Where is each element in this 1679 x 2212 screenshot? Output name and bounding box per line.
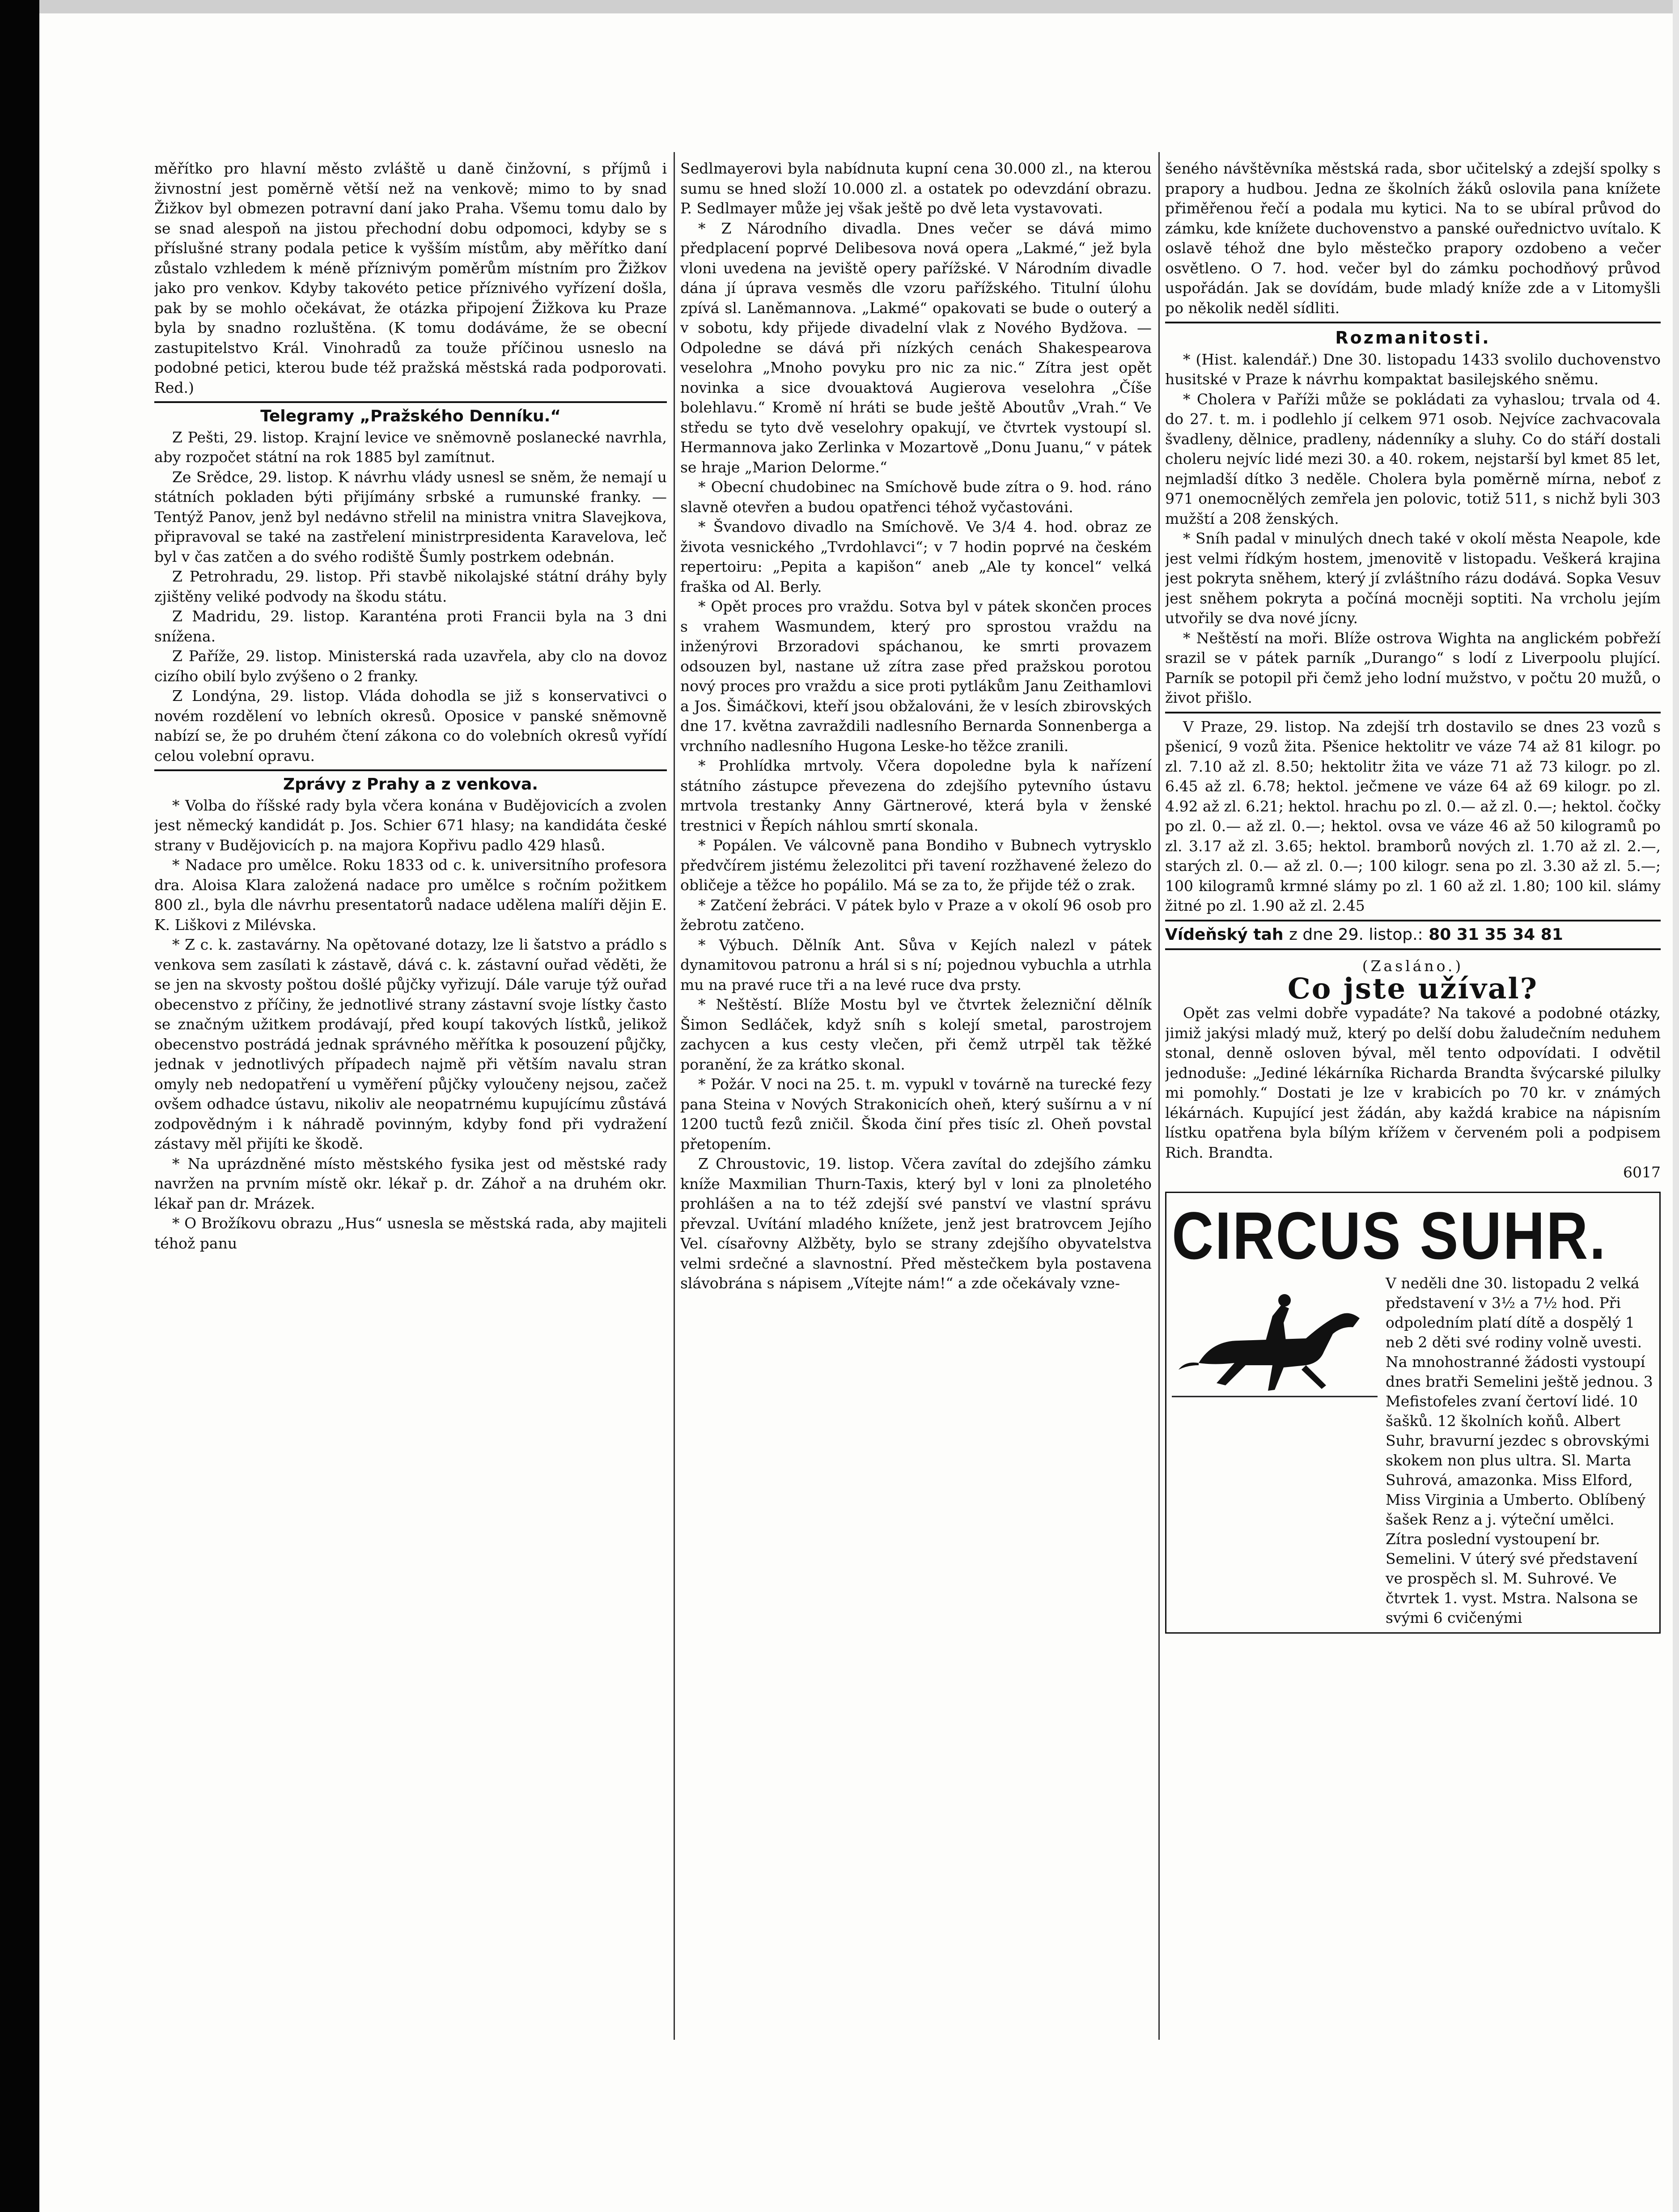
circus-text: V neděli dne 30. listopadu 2 velká představení v 3½ a 7½ hod. Při odpoledním platí dítě a dospělý 1 neb 2 děti své rodiny volně uvesti. Na mnohostranné žádosti vystoupí dnes bratři Semelini ještě jednou. 3 Mefistofeles zvaní čertoví lidé. 10 šašků. 12 školních koňů. Albert Suhr, bravurní jezdec s obrovskými skokem non plus ultra. Sl. Marta Suhrová, amazonka. Miss Elford, Miss Virginia a Umberto. Oblíbený šašek Renz a j. výteční umělci. Zítra poslední vystoupení br. Semelini. V úterý své představení ve prospěch sl. M. Suhrové. Ve čtvrtek 1. vyst. Mstra. Nalsona se svými 6 cvičenými xyxy=(1386,1274,1653,1626)
news-item: * Na uprázdněné místo městského fysika jest od městské rady navržen na prvním místě okr. lékař p. dr. Záhoř a na druhém okr. lékař pan dr. Mrázek. xyxy=(154,1155,667,1212)
scan-top-edge xyxy=(0,0,1679,13)
news-item: Z Chroustovic, 19. listop. Včera zavítal do zdejšího zámku kníže Maxmilian Thurn-Taxis, který byl v loni za plnoletého prohlášen a na to též zdejší své panství ve vlastní správu převzal. Uvítání mladého knížete, jenž jest bratrovcem Jejího Vel. císařovny Alžběty, bylo se strany zdejšího obyvatelstva velmi srdečné a slavnostní. Před městečkem byla postavena slávobrána s nápisem „Vítejte nám!“ a zde očekávaly vzne- xyxy=(680,1155,1152,1292)
news-heading: Zprávy z Prahy a z venkova. xyxy=(283,775,538,794)
section-rule xyxy=(154,401,667,403)
news-item: Sedlmayerovi byla nabídnuta kupní cena 30.000 zl., na kterou sumu se hned složí 10.000 zl. a ostatek po odevzdání obrazu. P. Sedlmayer může jej však ještě po dvě leta vystavovati. xyxy=(680,160,1152,217)
circus-advert xyxy=(1165,1192,1661,1634)
news-item: * Opět proces pro vraždu. Sotva byl v pátek skončen proces s vrahem Wasmundem, který pro sprostou vraždu na inženýrovi Brzoradovi spáchanou, ke smrti provazem odsouzen byl, nastane už zítra zase před pražskou porotou nový proces pro vraždu a sice proti pytlákům Janu Zeithamlovi a Jos. Šimáčkovi, kteří jsou obžalováni, že v lesích zbirovských dne 17. května zavraždili nadlesního Bernarda Sonnenberga a vrchního nadlesního Hugona Leske-ho těžce zranili. xyxy=(680,598,1152,755)
scan-right-edge xyxy=(1673,0,1679,2212)
lottery-numbers: 80 31 35 34 81 xyxy=(1429,925,1563,944)
news-item: * Zatčení žebráci. V pátek bylo v Praze a v okolí 96 osob pro žebrotu zatčeno. xyxy=(680,896,1152,934)
miscellany-item: * Neštěstí na moři. Blíže ostrova Wighta na anglickém pobřeží srazil se v pátek parník „Durango“ s lodí z Liverpoolu plující. Parník se potopil při čemž jeho lodní mužstvo, v počtu 20 mužů, o život přišlo. xyxy=(1165,629,1661,706)
sent-in-label: (Zasláno.) xyxy=(1362,957,1464,975)
scan-left-edge xyxy=(0,0,39,2212)
lottery-date: z dne 29. listop.: xyxy=(1289,925,1423,944)
telegram-item: Z Londýna, 29. listop. Vláda dohodla se již s konservativci o novém rozdělení vo lebních okresů. Oposice v panské sněmovně nabízí se, že po druhém čtení zákona co do volebních okresů vyřídí celou volební opravu. xyxy=(154,687,667,764)
circus-title: CIRCUS SUHR. xyxy=(1172,1197,1607,1273)
column-divider xyxy=(1158,152,1160,2040)
miscellany-heading: Rozmanitosti. xyxy=(1335,328,1491,348)
news-item: * Švandovo divadlo na Smíchově. Ve 3/4 4. hod. obraz ze života vesnického „Tvrdohlavci“; v 7 hodin poprvé na českém repertoiru: „Pepita a kapišon“ aneb „Ale ty koncel“ velká fraška od Al. Berly. xyxy=(680,518,1152,595)
lottery-label: Vídeňský tah xyxy=(1165,925,1284,944)
news-item: šeného návštěvníka městská rada, sbor učitelský a zdejší spolky s prapory a hudbou. Jedna ze školních žáků oslovila pana knížete přiměřenou řečí a podala mu kytici. Na to se ubíral průvod do zámku, kde knížete duchovenstvo a panské ouřednictvo uvítalo. K oslavě téhož dne bylo městečko prapory ozdobeno a večer osvětleno. O 7. hod. večer byl do zámku pochodňový průvod uspořádán. Jak se dovídám, bude mladý kníže zde a v Litomyšli po několik neděl sídliti. xyxy=(1165,160,1661,317)
ad-text: Opět zas velmi dobře vypadáte? Na takové a podobné otázky, jimiž jakýsi mladý muž, který po delší dobu žaludečním neduhem stonal, denně osloven býval, měl tento odpovídati. I odvětil jednoduše: „Jediné lékárníka Richarda Brandta švýcarské pilulky mi pomohly.“ Dostati je lze v krabicích po 70 kr. v známých lékárnách. Kupující jest žádán, aby každá krabice na nápisním lístku opatřena byla bílým křížem v červeném poli a podpisem Rich. Brandta. xyxy=(1165,1004,1661,1161)
news-item: * O Brožíkovu obrazu „Hus“ usnesla se městská rada, aby majiteli téhož panu xyxy=(154,1214,667,1252)
section-rule xyxy=(1165,712,1661,713)
telegram-item: Z Paříže, 29. listop. Ministerská rada uzavřela, aby clo na dovoz cizího obilí bylo zvýšeno o 2 franky. xyxy=(154,647,667,685)
column-2 xyxy=(680,159,1152,2035)
section-rule xyxy=(154,769,667,771)
telegram-item: Z Madridu, 29. listop. Karanténa proti Francii byla na 3 dni snížena. xyxy=(154,607,667,645)
miscellany-item: * Cholera v Paříži může se pokládati za vyhaslou; trvala od 4. do 27. t. m. i podlehlo jí celkem 971 osob. Nejvíce zachvacovala švadleny, dělnice, pradleny, nádenníky a sluhy. Co do stáří dostali choleru nejvíc lidé mezi 30. a 40. rokem, nejstarší byl kmet 85 let, nejmladší dítko 3 neděle. Cholera byla poměrně mírna, neboť z 971 onemocnělých zemřela jen polovic, totiž 511, s nichž byli 303 mužští a 208 ženských. xyxy=(1165,390,1661,527)
article-continuation: měřítko pro hlavní město zvláště u daně činžovní, s příjmů i živnostní jest poměrně větší než na venkově; mimo to by snad Žižkov byl obmezen potravní daní jako Praha. Všemu tomu dalo by se snad alespoň na jistou přechodní dobu odpomoci, kdyby se s příslušné strany podala petice k vyšším místům, aby měřítko daní zůstalo vzhledem k méně příznivým poměrům místním pro Žižkov jako pro venkov. Kdyby takovéto petice příznivého vyřízení došla, pak by se mohlo očekávat, že otázka připojení Žižkova ku Praze byla by snadno rozluštěna. (K tomu dodáváme, že se obecní zastupitelstvo Král. Vinohradů za touže příčinou usneslo na podobné petici, kterou bude též pražská městská rada podporovati. Red.) xyxy=(154,160,667,396)
miscellany-item: * Sníh padal v minulých dnech také v okolí města Neapole, kde jest velmi řídkým hostem, jmenovitě v listopadu. Veškerá krajina jest pokryta sněhem, který jí zvláštního rázu dodává. Sopka Vesuv jest sněhem pokryta a počíná mocněji soptiti. Na vrcholu jejím utvořily se dva nové jícny. xyxy=(1165,530,1661,627)
column-1 xyxy=(154,159,667,2035)
news-item: * Nadace pro umělce. Roku 1833 od c. k. universitního profesora dra. Aloisa Klara založená nadace pro umělce s ročním požitkem 800 zl., byla dle návrhu presentatorů nadace udělena malíři dějin E. K. Liškovi z Milévska. xyxy=(154,856,667,934)
news-item: * Prohlídka mrtvoly. Včera dopoledne byla k nařízení státního zástupce převezena do zdejšího pytevního ústavu mrtvola trestanky Anny Gärtnerové, která byla v ženské trestnici v Řepích náhlou smrtí skonala. xyxy=(680,757,1152,834)
news-item: * Obecní chudobinec na Smíchově bude zítra o 9. hod. ráno slavně otevřen a budou opatřenci téhož vyčastováni. xyxy=(680,478,1152,516)
telegrams-heading: Telegramy „Pražského Denníku.“ xyxy=(260,407,561,425)
column-3 xyxy=(1165,159,1661,2035)
news-item: * Z Národního divadla. Dnes večer se dává mimo předplacení poprvé Delibesova nová opera „Lakmé,“ jež byla vloni uvedena na jeviště opery pařížské. V Národním divadle dána jí úprava vesměs dle vzoru pařížského. Titulní úlohu zpívá sl. Laněmannova. „Lakmé“ opakovati se bude o outerý a v sobotu, kdy přijede divadelní vlak z Nového Bydžova. — Odpoledne se dává při nízkých cenách Shakespearova veselohra „Mnoho povyku pro nic za nic.“ Zítra jest opět novinka a sice dvouaktová Augierova veselohra „Číše bolehlavu.“ Kromě ní hráti se bude ještě Aboutův „Vrah.“ Ve středu se tyto dvě veselohry opakují, ve čtvrtek vystoupí sl. Hermannova jako Zerlinka v Mozartově „Donu Juanu,“ v pátek se hraje „Marion Delorme.“ xyxy=(680,219,1152,476)
news-item: * Z c. k. zastavárny. Na opětované dotazy, lze li šatstvo a prádlo s venkova sem zasílati k zástavě, dává c. k. zástavní ouřad věděti, že se jen na skvosty poštou došlé půjčky vyřizují. Dále varuje týž ouřad obecenstvo z příčiny, že jednotlivé strany zástavní svoje lístky často se značným užitkem prodávají, před koupí takových lístků, jelikož obecenstvo postrádá jednak správného měřítka k posouzení půjčky, jednak v jednotlivých případech najmě při větším navalu stran omyly neb nedopatření u vyměření půjčky vyloučeny nejsou, začež ovšem odhadce ústavu, nikoliv ale neopatrnému kupujícímu zůstává zodpovědným i k náhradě povinným, kdyby fond při vydražení zástavy měl přijíti ke škodě. xyxy=(154,936,667,1152)
news-item: * Volba do říšské rady byla včera konána v Budějovicích a zvolen jest německý kandidát p. Jos. Schier 671 hlasy; na kandidáta české strany v Budějovicích p. na majora Kopřivu padlo 429 hlasů. xyxy=(154,796,667,854)
column-divider xyxy=(674,152,675,2040)
section-rule xyxy=(1165,322,1661,323)
telegram-item: Ze Srědce, 29. listop. K návrhu vlády usnesl se sněm, že nemají u státních pokladen býti přijímány srbské a rumunské franky. — Tentýž Panov, jenž byl nedávno střelil na ministra vnitra Slavejkova, připravoval se také na zastřelení ministrpresidenta Karavelova, leč byl v čas zatčen a do svého rodiště Šumly postrkem odebnán. xyxy=(154,468,667,565)
miscellany-item: * (Hist. kalendář.) Dne 30. listopadu 1433 svolilo duchovenstvo husitské v Praze k návrhu kompaktat basilejského sněmu. xyxy=(1165,350,1661,388)
news-item: * Požár. V noci na 25. t. m. vypukl v továrně na turecké fezy pana Steina v Nových Strakonicích oheň, který sušírnu a v ní 1200 tuctů fezů zničil. Škoda činí přes tisíc zl. Oheň povstal přetopením. xyxy=(680,1075,1152,1153)
telegram-item: Z Pešti, 29. listop. Krajní levice ve sněmovně poslanecké navrhla, aby rozpočet státní na rok 1885 byl zamítnut. xyxy=(154,428,667,466)
section-rule xyxy=(1165,948,1661,950)
market-report: V Praze, 29. listop. Na zdejší trh dostavilo se dnes 23 vozů s pšenicí, 9 vozů žita. Pšenice hektolitr ve váze 74 až 81 kilogr. po zl. 7.10 až zl. 8.50; hektolitr žita ve váze 71 až 73 kilogr. po zl. 6.45 až zl. 6.78; hektol. ječmene ve váze 64 až 69 kilogr. po zl. 4.92 až zl. 6.21; hektol. hrachu po zl. 0.— až zl. 0.—; hektol. čočky po zl. 0.— až zl. 0.—; hektol. ovsa ve váze 46 až 50 kilogramů po zl. 3.17 až zl. 3.65; hektol. bramborů nových zl. 1.70 až zl. 2.—, starých zl. 0.— až zl. 0.—; 100 kilogr. sena po zl. 3.30 až zl. 5.—; 100 kilogramů krmné slámy po zl. 1 60 až zl. 1.80; 100 kil. slámy žitné po zl. 1.90 až zl. 2.45 xyxy=(1165,718,1661,914)
news-item: * Výbuch. Dělník Ant. Sůva v Kejích nalezl v pátek dynamitovou patronu a hrál si s ní; pojednou vybuchla a utrhla mu na pravé ruce tři a na levé ruce dva prsty. xyxy=(680,936,1152,993)
ad-title: Co jste užíval? xyxy=(1287,972,1539,1006)
horse-rider-illustration xyxy=(1172,1274,1378,1408)
lottery-draw xyxy=(1165,925,1661,945)
section-rule xyxy=(1165,920,1661,921)
news-item: * Neštěstí. Blíže Mostu byl ve čtvrtek železniční dělník Šimon Sedláček, když sníh s kolejí smetal, parostrojem zachycen a kus cesty vlečen, při čemž utrpěl tak těžké poranění, že za krátko skonal. xyxy=(680,996,1152,1073)
telegram-item: Z Petrohradu, 29. listop. Při stavbě nikolajské státní dráhy byly zjištěny veliké podvody na škodu státu. xyxy=(154,568,667,605)
news-item: * Popálen. Ve válcovně pana Bondiho v Bubnech vytrysklo předvčírem jistému železolitci při tavení rozžhavené železo do obličeje a těžce ho popálilo. Má se za to, že přijde též o zrak. xyxy=(680,836,1152,894)
ad-number: 6017 xyxy=(1623,1163,1661,1181)
